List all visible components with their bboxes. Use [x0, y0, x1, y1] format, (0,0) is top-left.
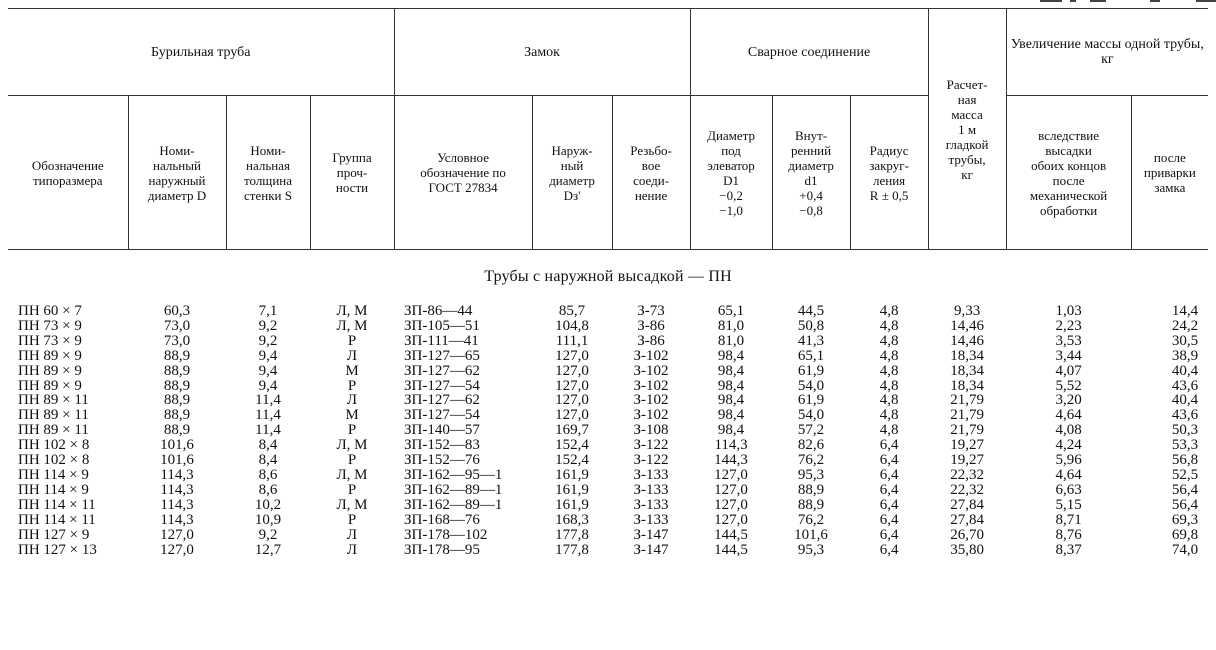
table-cell: З-122: [633, 437, 669, 454]
table-cell: З-147: [633, 541, 669, 558]
table-cell: ЗП-178—102: [404, 526, 488, 543]
table-cell: Р: [347, 422, 357, 439]
table-cell: ПН 114 × 9: [18, 481, 89, 498]
table-cell: 9,4: [258, 362, 278, 379]
table-cell: 3,20: [1055, 392, 1082, 409]
table-cell: 9,4: [258, 347, 278, 364]
header-designation: Обозначение типоразмера: [8, 96, 128, 250]
table-cell: 114,3: [160, 511, 194, 528]
table-cell: 73,0: [163, 332, 191, 349]
table-cell: Р: [347, 377, 357, 394]
table-cell: Л: [346, 526, 358, 543]
table-cell: 9,2: [258, 332, 278, 349]
table-cell: 74,0: [1171, 541, 1199, 558]
table-cell: 5,15: [1055, 496, 1082, 513]
table-cell: 14,4: [1171, 303, 1199, 319]
table-cell: 54,0: [797, 407, 825, 424]
table-cell: 168,3: [555, 511, 589, 528]
table-cell: 57,2: [797, 422, 825, 439]
table-cell: 5,52: [1055, 377, 1082, 394]
table-cell: 73,0: [163, 317, 191, 334]
table-cell: 8,4: [258, 437, 278, 454]
table-cell: Р: [347, 481, 357, 498]
table-cell: 65,1: [717, 303, 745, 319]
table-cell: 6,4: [879, 437, 899, 454]
table-cell: ЗП-162—89—1: [404, 481, 503, 498]
table-cell: ЗП-111—41: [404, 332, 479, 349]
table-cell: Р: [347, 511, 357, 528]
table-cell: ПН 89 × 9: [18, 347, 82, 364]
section-title: Трубы с наружной высадкой — ПН: [484, 267, 732, 285]
header-lock: Замок: [394, 9, 690, 96]
table-cell: 40,4: [1171, 392, 1199, 409]
table-cell: 11,4: [255, 392, 281, 409]
table-cell: Л, М: [336, 496, 368, 513]
table-cell: 111,1: [555, 332, 589, 349]
header-lock-code: Условное обозначение по ГОСТ 27834: [394, 96, 532, 250]
col-mass: [928, 304, 1006, 563]
table-cell: З-102: [633, 407, 669, 424]
table-cell: 61,9: [797, 362, 825, 379]
col-upset-increase: [1006, 304, 1131, 563]
table-cell: 144,3: [714, 452, 748, 469]
table-cell: 7,1: [258, 303, 278, 319]
table-cell: 4,24: [1055, 437, 1082, 454]
table-cell: 127,0: [714, 496, 748, 513]
table-cell: 56,8: [1171, 452, 1199, 469]
table-cell: 4,64: [1055, 407, 1082, 424]
table-cell: 50,8: [797, 317, 825, 334]
table-cell: 19,27: [950, 437, 984, 454]
table-row: [8, 304, 1208, 563]
header-strength-group: Группа проч- ности: [310, 96, 394, 250]
table-cell: 127,0: [555, 347, 589, 364]
table-cell: 177,8: [555, 526, 589, 543]
table-cell: 144,5: [714, 541, 748, 558]
table-cell: 4,8: [879, 303, 899, 319]
table-cell: 12,7: [254, 541, 282, 558]
header-lock-diameter: Наруж- ный диаметр Dз': [532, 96, 612, 250]
table-cell: 4,64: [1055, 466, 1082, 483]
table-cell: 35,80: [950, 541, 984, 558]
table-cell: ПН 127 × 13: [18, 541, 97, 558]
table-cell: З-102: [633, 377, 669, 394]
table-cell: 127,0: [160, 541, 194, 558]
table-cell: Р: [347, 452, 357, 469]
table-cell: З-73: [637, 303, 665, 319]
table-cell: З-133: [633, 466, 669, 483]
table-cell: ЗП-178—95: [404, 541, 480, 558]
table-cell: 114,3: [160, 466, 194, 483]
table-cell: 95,3: [797, 541, 825, 558]
table-cell: ЗП-127—54: [404, 377, 480, 394]
header-welding-increase: после приварки замка: [1131, 96, 1208, 250]
header-thread: Резьбо- вое соеди- нение: [612, 96, 690, 250]
table-cell: З-86: [637, 317, 665, 334]
table-cell: 21,79: [950, 422, 984, 439]
table-cell: 19,27: [950, 452, 984, 469]
table-cell: 101,6: [794, 526, 828, 543]
col-radius: [850, 304, 928, 563]
table-cell: 81,0: [717, 317, 745, 334]
table-cell: 11,4: [255, 422, 281, 439]
table-cell: ПН 114 × 11: [18, 496, 96, 513]
table-cell: 2,23: [1055, 317, 1082, 334]
col-lock-diameter: [532, 304, 612, 563]
table-cell: 1,03: [1055, 303, 1082, 319]
table-cell: ПН 89 × 11: [18, 392, 89, 409]
header-elevator-diameter: Диаметр под элеватор D1 −0,2 −1,0: [690, 96, 772, 250]
table-cell: М: [345, 407, 359, 424]
table-cell: 56,4: [1171, 481, 1199, 498]
header-wall-thickness: Номи- нальная толщина стенки S: [226, 96, 310, 250]
table-cell: ЗП-86—44: [404, 303, 473, 319]
table-cell: ЗП-152—76: [404, 452, 480, 469]
table-cell: 10,9: [254, 511, 282, 528]
table-cell: 85,7: [558, 303, 586, 319]
table-cell: З-102: [633, 362, 669, 379]
table-cell: Л, М: [336, 466, 368, 483]
table-cell: 76,2: [797, 511, 825, 528]
table-cell: ЗП-152—83: [404, 437, 480, 454]
col-inner-diameter: [772, 304, 850, 563]
table-cell: ПН 127 × 9: [18, 526, 90, 543]
table-cell: 127,0: [160, 526, 194, 543]
table-cell: 18,34: [950, 377, 984, 394]
table-cell: 88,9: [797, 496, 825, 513]
table-cell: ПН 102 × 8: [18, 437, 90, 454]
table-cell: 88,9: [163, 392, 191, 409]
table-cell: 6,4: [879, 541, 899, 558]
table-cell: ЗП-127—62: [404, 392, 480, 409]
table-cell: 44,5: [797, 303, 825, 319]
table-cell: 21,79: [950, 407, 984, 424]
table-cell: ПН 73 × 9: [18, 317, 82, 334]
table-cell: 54,0: [797, 377, 825, 394]
table-cell: 6,63: [1055, 481, 1082, 498]
table-cell: 8,4: [258, 452, 278, 469]
table-cell: Л: [346, 347, 358, 364]
table-cell: 88,9: [163, 347, 191, 364]
table-cell: 9,4: [258, 377, 278, 394]
table-cell: 6,4: [879, 466, 899, 483]
table-cell: 127,0: [714, 511, 748, 528]
table-cell: 10,2: [254, 496, 282, 513]
table-cell: 6,4: [879, 452, 899, 469]
table-cell: 65,1: [797, 347, 825, 364]
table-cell: 14,46: [950, 317, 984, 334]
table-cell: 8,71: [1055, 511, 1082, 528]
table-cell: 3,44: [1055, 347, 1082, 364]
table-cell: 24,2: [1171, 317, 1199, 334]
table-cell: 88,9: [797, 481, 825, 498]
table-cell: 6,4: [879, 481, 899, 498]
table-cell: 98,4: [717, 407, 745, 424]
table-cell: 127,0: [714, 466, 748, 483]
table-cell: 18,34: [950, 362, 984, 379]
col-welding-increase: [1131, 304, 1208, 563]
table-cell: 76,2: [797, 452, 825, 469]
table-cell: 27,84: [950, 511, 984, 528]
table-cell: 30,5: [1171, 332, 1199, 349]
table-cell: 18,34: [950, 347, 984, 364]
table-cell: 27,84: [950, 496, 984, 513]
table-cell: 101,6: [160, 437, 194, 454]
table-cell: 127,0: [714, 481, 748, 498]
table-cell: З-86: [637, 332, 665, 349]
table-cell: ПН 73 × 9: [18, 332, 82, 349]
table-cell: ЗП-162—95—1: [404, 466, 503, 483]
table-cell: 8,6: [258, 466, 278, 483]
table-cell: 114,3: [160, 481, 194, 498]
table-cell: ПН 60 × 7: [18, 303, 82, 319]
table-cell: 6,4: [879, 496, 899, 513]
table-cell: З-122: [633, 452, 669, 469]
table-cell: ПН 89 × 11: [18, 422, 89, 439]
table-cell: 61,9: [797, 392, 825, 409]
header-pipe: Бурильная труба: [8, 9, 394, 96]
table-cell: 4,8: [879, 317, 899, 334]
table-cell: 161,9: [555, 496, 589, 513]
table-cell: ПН 102 × 8: [18, 452, 90, 469]
table-cell: 127,0: [555, 362, 589, 379]
table-cell: 161,9: [555, 481, 589, 498]
table-cell: 88,9: [163, 362, 191, 379]
table-cell: 98,4: [717, 392, 745, 409]
table-cell: 52,5: [1171, 466, 1199, 483]
col-designation: [8, 304, 128, 563]
table-cell: 9,2: [258, 317, 278, 334]
table-cell: 114,3: [160, 496, 194, 513]
table-cell: 81,0: [717, 332, 745, 349]
table-cell: 98,4: [717, 347, 745, 364]
table-cell: 82,6: [797, 437, 825, 454]
table-cell: 8,6: [258, 481, 278, 498]
table-cell: ПН 89 × 9: [18, 377, 82, 394]
header-radius: Радиус закруг- ления R ± 0,5: [850, 96, 928, 250]
table-cell: 4,8: [879, 377, 899, 394]
table-cell: 4,08: [1055, 422, 1082, 439]
table-cell: 69,8: [1171, 526, 1199, 543]
table-cell: 3,53: [1055, 332, 1082, 349]
table-cell: 169,7: [555, 422, 589, 439]
header-weld: Сварное соединение: [690, 9, 928, 96]
table-cell: 43,6: [1171, 377, 1199, 394]
table-cell: 14,46: [950, 332, 984, 349]
col-lock-code: [394, 304, 532, 563]
table-cell: 4,8: [879, 332, 899, 349]
table-cell: 50,3: [1171, 422, 1199, 439]
table-cell: 22,32: [950, 481, 984, 498]
table-cell: 88,9: [163, 422, 191, 439]
table-cell: 104,8: [555, 317, 589, 334]
table-cell: Л, М: [336, 303, 368, 319]
top-rule: [0, 0, 1216, 3]
table-cell: 177,8: [555, 541, 589, 558]
col-elevator-diameter: [690, 304, 772, 563]
table-cell: ПН 89 × 9: [18, 362, 82, 379]
table-cell: З-102: [633, 392, 669, 409]
table-cell: 4,8: [879, 422, 899, 439]
table-cell: 8,76: [1055, 526, 1082, 543]
table-cell: 88,9: [163, 407, 191, 424]
table-cell: 21,79: [950, 392, 984, 409]
table-cell: 60,3: [163, 303, 191, 319]
table-cell: 95,3: [797, 466, 825, 483]
table-cell: 88,9: [163, 377, 191, 394]
table-cell: 11,4: [255, 407, 281, 424]
table-cell: ЗП-127—65: [404, 347, 480, 364]
table-cell: Р: [347, 332, 357, 349]
header-outer-diameter: Номи- нальный наружный диаметр D: [128, 96, 226, 250]
table-cell: 43,6: [1171, 407, 1199, 424]
header-inner-diameter: Внут- ренний диаметр d1 +0,4 −0,8: [772, 96, 850, 250]
table-cell: 4,8: [879, 392, 899, 409]
table-cell: ЗП-127—62: [404, 362, 480, 379]
table-cell: 56,4: [1171, 496, 1199, 513]
table-cell: З-133: [633, 496, 669, 513]
table-cell: Л: [346, 392, 358, 409]
table-cell: 127,0: [555, 407, 589, 424]
col-thread: [612, 304, 690, 563]
table-cell: 6,4: [879, 526, 899, 543]
table-cell: 26,70: [950, 526, 984, 543]
table-cell: ЗП-127—54: [404, 407, 480, 424]
table-cell: 98,4: [717, 377, 745, 394]
table-cell: ПН 114 × 11: [18, 511, 96, 528]
table-cell: З-133: [633, 511, 669, 528]
table-cell: 152,4: [555, 452, 589, 469]
table-cell: 152,4: [555, 437, 589, 454]
table-cell: ПН 114 × 9: [18, 466, 89, 483]
table-cell: 5,96: [1055, 452, 1082, 469]
table-cell: 6,4: [879, 511, 899, 528]
table-cell: Л, М: [336, 437, 368, 454]
table-cell: 22,32: [950, 466, 984, 483]
table-cell: 4,8: [879, 347, 899, 364]
table-cell: 101,6: [160, 452, 194, 469]
table-cell: 4,07: [1055, 362, 1082, 379]
table-cell: 127,0: [555, 377, 589, 394]
table-cell: Л: [346, 541, 358, 558]
col-wall-thickness: [226, 304, 310, 563]
table-cell: 144,5: [714, 526, 748, 543]
header-increase: Увеличение массы одной трубы, кг: [1006, 9, 1208, 96]
table-cell: 9,2: [258, 526, 278, 543]
table-cell: З-108: [633, 422, 669, 439]
table-cell: 4,8: [879, 407, 899, 424]
table-cell: 98,4: [717, 362, 745, 379]
table-cell: ЗП-105—51: [404, 317, 480, 334]
table-cell: 127,0: [555, 392, 589, 409]
table-cell: 38,9: [1171, 347, 1199, 364]
table-cell: ПН 89 × 11: [18, 407, 89, 424]
table-cell: З-102: [633, 347, 669, 364]
table-cell: 40,4: [1171, 362, 1199, 379]
table-cell: ЗП-140—57: [404, 422, 480, 439]
table-cell: Л, М: [336, 317, 368, 334]
table-cell: 9,33: [953, 303, 981, 319]
table-cell: 161,9: [555, 466, 589, 483]
pipe-spec-table: [8, 8, 1208, 563]
table-cell: З-133: [633, 481, 669, 498]
table-cell: ЗП-168—76: [404, 511, 480, 528]
table-cell: 53,3: [1171, 437, 1199, 454]
table-cell: 114,3: [714, 437, 748, 454]
table-cell: М: [345, 362, 359, 379]
table-cell: 98,4: [717, 422, 745, 439]
table-cell: З-147: [633, 526, 669, 543]
table-cell: 69,3: [1171, 511, 1199, 528]
header-upset-increase: вследствие высадки обоих концов после механической обработки: [1006, 96, 1131, 250]
table-cell: 41,3: [797, 332, 825, 349]
col-strength-group: [310, 304, 394, 563]
table-cell: 4,8: [879, 362, 899, 379]
table-cell: ЗП-162—89—1: [404, 496, 503, 513]
col-outer-diameter: [128, 304, 226, 563]
header-mass: Расчет- ная масса 1 м гладкой трубы, кг: [928, 9, 1006, 250]
table-cell: 8,37: [1055, 541, 1082, 558]
